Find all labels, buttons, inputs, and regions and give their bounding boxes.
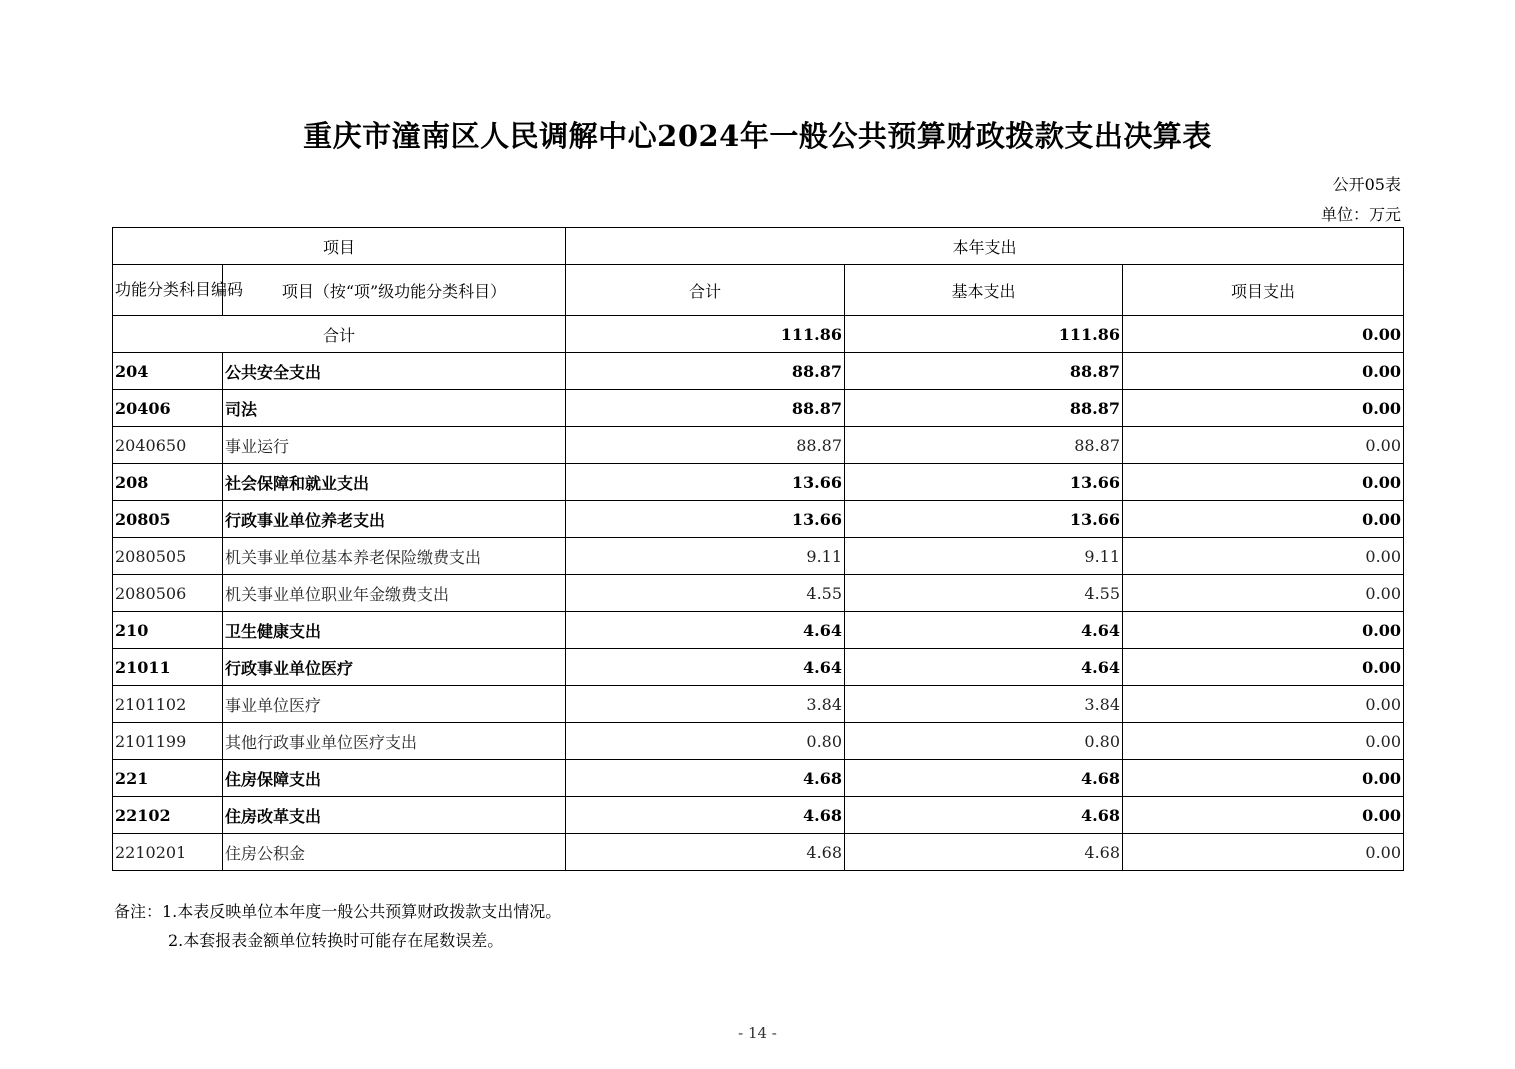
header-name: 项目（按“项”级功能分类科目）	[223, 265, 566, 316]
row-total: 88.87	[566, 427, 845, 464]
total-label: 合计	[113, 316, 566, 353]
row-total: 4.68	[566, 760, 845, 797]
note-1: 备注：1.本表反映单位本年度一般公共预算财政拨款支出情况。	[114, 902, 562, 921]
header-basic: 基本支出	[845, 265, 1123, 316]
row-project: 0.00	[1123, 538, 1404, 575]
total-basic: 111.86	[845, 316, 1123, 353]
header-row-1	[113, 228, 1404, 265]
row-total: 88.87	[566, 353, 845, 390]
table-row	[113, 760, 1404, 797]
row-name: 机关事业单位职业年金缴费支出	[223, 575, 566, 612]
row-total: 4.55	[566, 575, 845, 612]
row-basic: 4.64	[845, 612, 1123, 649]
row-name: 行政事业单位医疗	[223, 649, 566, 686]
unit-label: 单位：万元	[1320, 205, 1401, 224]
row-total: 9.11	[566, 538, 845, 575]
row-basic: 0.80	[845, 723, 1123, 760]
row-project: 0.00	[1123, 723, 1404, 760]
row-basic: 9.11	[845, 538, 1123, 575]
row-project: 0.00	[1123, 575, 1404, 612]
row-project: 0.00	[1123, 686, 1404, 723]
row-code: 204	[113, 353, 223, 390]
form-number: 公开05表	[1332, 175, 1401, 194]
budget-table	[112, 227, 1404, 871]
row-name: 社会保障和就业支出	[223, 464, 566, 501]
table-row	[113, 501, 1404, 538]
row-total: 3.84	[566, 686, 845, 723]
row-name: 其他行政事业单位医疗支出	[223, 723, 566, 760]
row-code: 208	[113, 464, 223, 501]
table-row	[113, 686, 1404, 723]
row-basic: 13.66	[845, 501, 1123, 538]
row-name: 事业运行	[223, 427, 566, 464]
row-project: 0.00	[1123, 464, 1404, 501]
row-code: 21011	[113, 649, 223, 686]
row-project: 0.00	[1123, 501, 1404, 538]
row-code: 221	[113, 760, 223, 797]
row-code: 20805	[113, 501, 223, 538]
row-project: 0.00	[1123, 612, 1404, 649]
row-name: 机关事业单位基本养老保险缴费支出	[223, 538, 566, 575]
row-code: 210	[113, 612, 223, 649]
row-project: 0.00	[1123, 797, 1404, 834]
note-2: 2.本套报表金额单位转换时可能存在尾数误差。	[168, 931, 504, 950]
header-current-year: 本年支出	[566, 228, 1404, 265]
row-code: 2040650	[113, 427, 223, 464]
row-name: 卫生健康支出	[223, 612, 566, 649]
row-name: 行政事业单位养老支出	[223, 501, 566, 538]
row-name: 事业单位医疗	[223, 686, 566, 723]
row-project: 0.00	[1123, 390, 1404, 427]
total-total: 111.86	[566, 316, 845, 353]
row-basic: 88.87	[845, 390, 1123, 427]
header-project: 项目支出	[1123, 265, 1404, 316]
table-row	[113, 797, 1404, 834]
row-name: 司法	[223, 390, 566, 427]
row-basic: 4.55	[845, 575, 1123, 612]
row-name: 公共安全支出	[223, 353, 566, 390]
table-row	[113, 427, 1404, 464]
row-name: 住房保障支出	[223, 760, 566, 797]
row-total: 4.64	[566, 612, 845, 649]
table-row	[113, 464, 1404, 501]
row-code: 2080505	[113, 538, 223, 575]
total-project: 0.00	[1123, 316, 1404, 353]
table-row	[113, 612, 1404, 649]
row-code: 2101199	[113, 723, 223, 760]
row-total: 13.66	[566, 501, 845, 538]
row-code: 2210201	[113, 834, 223, 871]
row-total: 0.80	[566, 723, 845, 760]
table-row	[113, 575, 1404, 612]
row-total: 4.64	[566, 649, 845, 686]
row-project: 0.00	[1123, 427, 1404, 464]
row-project: 0.00	[1123, 760, 1404, 797]
table-row	[113, 390, 1404, 427]
table-row	[113, 649, 1404, 686]
row-name: 住房公积金	[223, 834, 566, 871]
row-name: 住房改革支出	[223, 797, 566, 834]
row-basic: 3.84	[845, 686, 1123, 723]
row-basic: 4.68	[845, 760, 1123, 797]
row-basic: 4.64	[845, 649, 1123, 686]
row-total: 13.66	[566, 464, 845, 501]
header-total: 合计	[566, 265, 845, 316]
page-number: - 14 -	[738, 1024, 777, 1042]
table-row	[113, 834, 1404, 871]
row-code: 20406	[113, 390, 223, 427]
row-basic: 88.87	[845, 353, 1123, 390]
row-total: 4.68	[566, 834, 845, 871]
page-title: 重庆市潼南区人民调解中心2024年一般公共预算财政拨款支出决算表	[303, 119, 1212, 153]
total-row	[113, 316, 1404, 353]
row-basic: 13.66	[845, 464, 1123, 501]
header-item: 项目	[113, 228, 566, 265]
header-row-2	[113, 265, 1404, 316]
header-code: 功能分类科目编码	[113, 265, 223, 316]
row-project: 0.00	[1123, 649, 1404, 686]
row-code: 2080506	[113, 575, 223, 612]
row-code: 2101102	[113, 686, 223, 723]
row-total: 4.68	[566, 797, 845, 834]
table-row	[113, 723, 1404, 760]
row-project: 0.00	[1123, 353, 1404, 390]
row-basic: 88.87	[845, 427, 1123, 464]
row-basic: 4.68	[845, 797, 1123, 834]
table-row	[113, 538, 1404, 575]
row-basic: 4.68	[845, 834, 1123, 871]
notes	[114, 897, 561, 955]
row-code: 22102	[113, 797, 223, 834]
row-project: 0.00	[1123, 834, 1404, 871]
table-row	[113, 353, 1404, 390]
row-total: 88.87	[566, 390, 845, 427]
